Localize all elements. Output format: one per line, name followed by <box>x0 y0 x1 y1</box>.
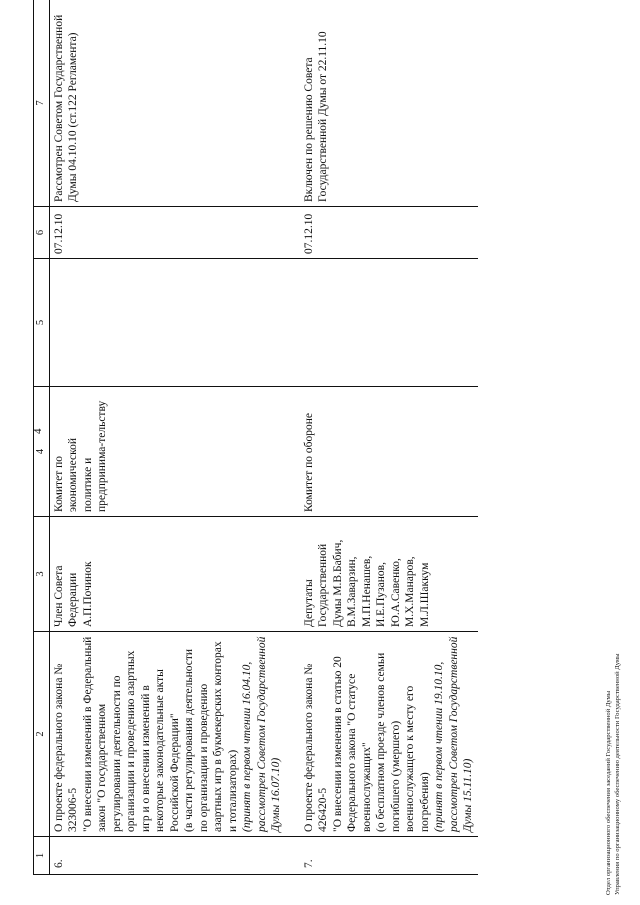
column-header: 5 <box>34 259 50 387</box>
column-header: 1 <box>34 837 50 875</box>
table-row <box>286 0 478 875</box>
bill-note: (в части регулирования деятельности по организации и проведению азартных игр в букмекерских конторах и тотализаторах) <box>183 641 239 832</box>
bill-desc: "О внесении изменений в Федеральный закон "О государственном регулировании деятельности по организации и проведению азартных игр и о внесении изменений в некоторые законодательные акты Российской Федерации" <box>81 636 181 832</box>
bill-description <box>286 632 478 837</box>
column-header: 4 <box>34 387 50 517</box>
column-header: 7 <box>34 0 50 207</box>
remark: Включен по решению Совета Государственной Думы от 22.11.10 <box>286 0 478 207</box>
bill-author: Депутаты Государственной Думы М.В.Бабич, В.М.Заварзин, М.П.Ненашев, И.Е.Пузанов, Ю.А.Савенко, М.Х.Манаров, М.Л.Шаккум <box>286 517 478 632</box>
rotated-page <box>19 0 619 895</box>
row-number: 7. <box>286 837 478 875</box>
column-5-cell <box>286 259 478 387</box>
bills-table <box>33 0 478 875</box>
review-date: 07.12.10 <box>286 207 478 259</box>
column-5-cell <box>49 259 286 387</box>
bill-desc: "О внесении изменения в статью 20 Федерального закона "О статусе военнослужащих" <box>331 656 373 832</box>
review-date: 07.12.10 <box>49 207 286 259</box>
bill-author: Член Совета Федерации А.П.Починок <box>49 517 286 632</box>
footer <box>604 653 622 895</box>
column-number-row <box>34 0 50 875</box>
table-row <box>49 0 286 875</box>
bill-note: (о бесплатном проезде членов семьи погибшего (умершего) военнослужащего к месту его погребения) <box>375 652 431 832</box>
row-number: 6. <box>49 837 286 875</box>
bill-title: О проекте федерального закона № 323006-5 <box>52 663 79 832</box>
bill-title: О проекте федерального закона № 426420-5 <box>302 663 329 832</box>
bill-status: (принят в первом чтении 19.10.10, рассмотрен Советом Государственной Думы 15.11.10) <box>433 636 474 832</box>
responsible-committee: Комитет по обороне <box>286 387 478 517</box>
bill-status: (принят в первом чтении 16.04.10, рассмотрен Советом Государственной Думы 16.07.10) <box>241 636 282 832</box>
column-header: 3 <box>34 517 50 632</box>
responsible-committee: Комитет по экономической политике и предпринима-тельству <box>49 387 286 517</box>
column-header: 2 <box>34 632 50 837</box>
footer-line-1: Отдел организационного обеспечения заседаний Государственной Думы <box>605 690 612 895</box>
column-header: 6 <box>34 207 50 259</box>
footer-line-2: Управления по организационному обеспечению деятельности Государственной Думы <box>614 653 621 895</box>
page-number: 4 <box>32 428 44 434</box>
bill-description <box>49 632 286 837</box>
remark: Рассмотрен Советом Государственной Думы 04.10.10 (ст.122 Регламента) <box>49 0 286 207</box>
